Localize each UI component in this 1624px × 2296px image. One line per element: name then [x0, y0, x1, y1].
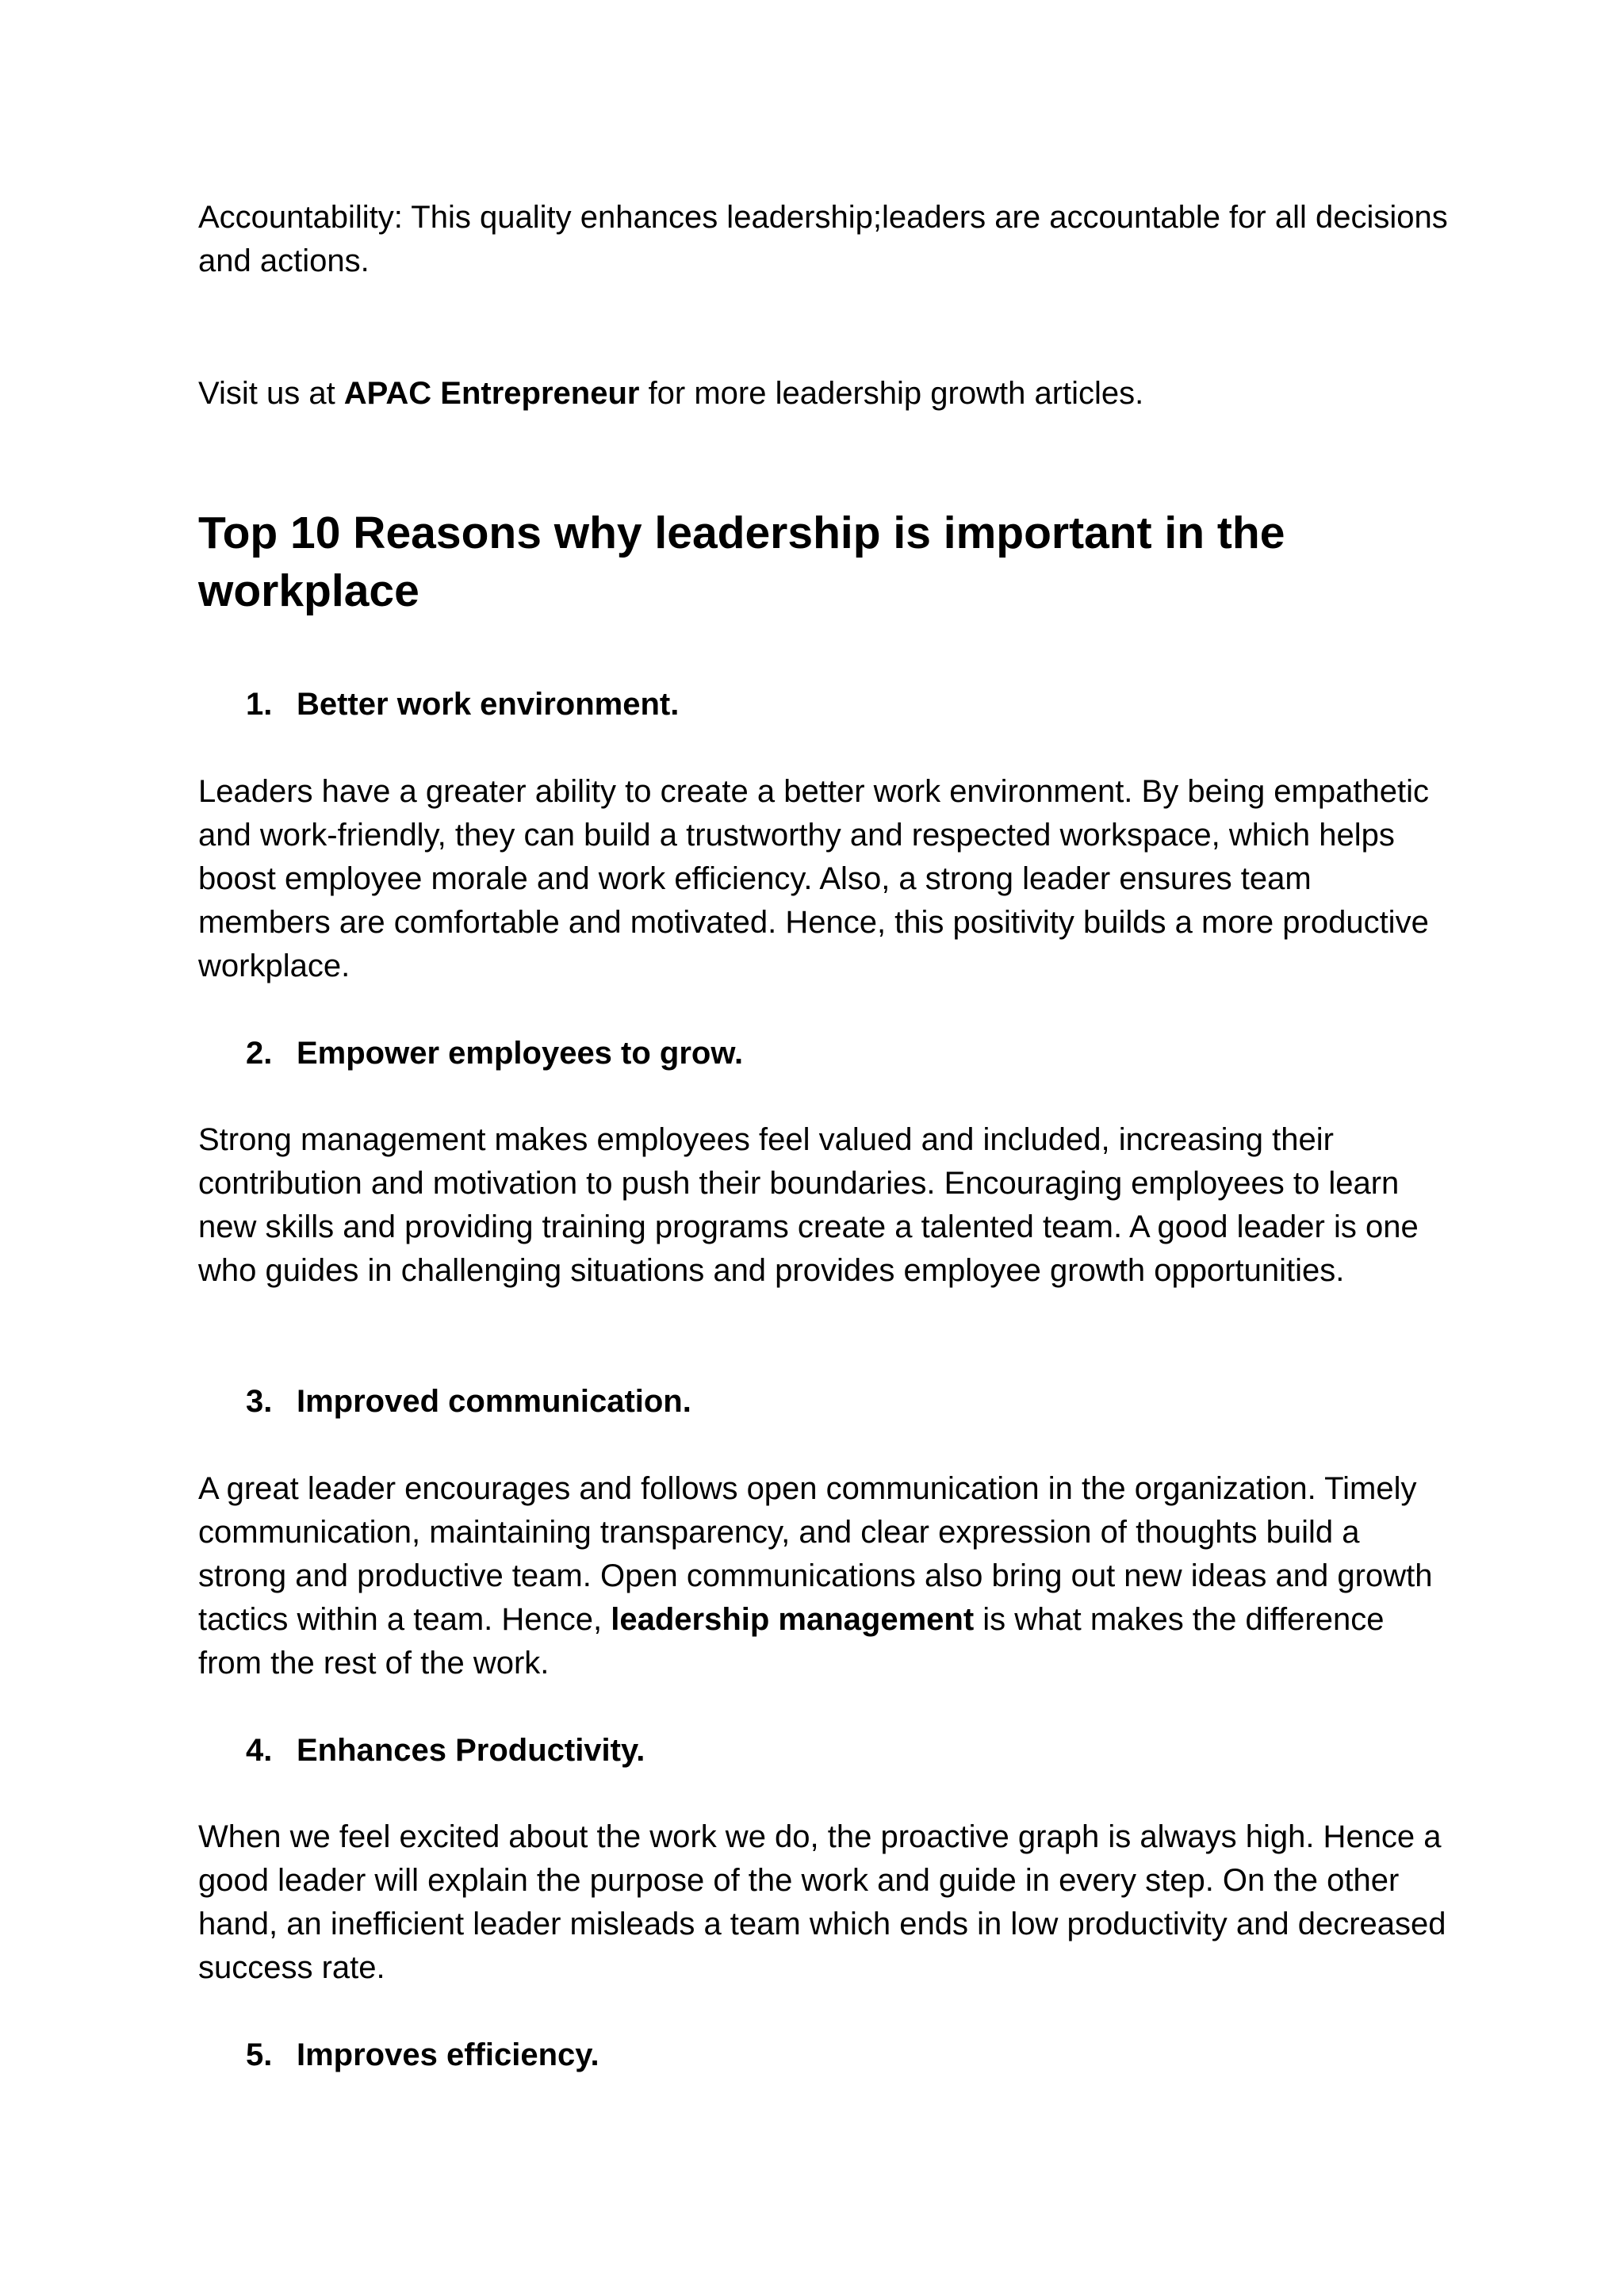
reason-3-heading	[246, 1380, 691, 1424]
reason-5-number: 5.	[246, 2037, 273, 2072]
reason-2-title: Empower employees to grow.	[297, 1036, 744, 1071]
section-heading: Top 10 Reasons why leadership is important in the workplace	[198, 508, 1285, 616]
reason-1-title: Better work environment.	[297, 687, 680, 722]
apac-entrepreneur-link-text: APAC Entrepreneur	[343, 376, 640, 411]
reason-3-body-suffix: is what makes the difference from the rest of the work.	[198, 1602, 1385, 1681]
leadership-management-bold: leadership management	[611, 1602, 975, 1637]
reason-2-number: 2.	[246, 1036, 273, 1071]
reason-4-title: Enhances Productivity.	[297, 1733, 645, 1768]
reason-2-body: Strong management makes employees feel valued and included, increasing their contribution and motivation to push their boundaries. Encouraging employees to learn new skills and providing training programs create a talented team. A good leader is one who guides in challenging situations and provides employee growth opportunities.	[198, 1122, 1419, 1288]
visit-paragraph	[198, 372, 1451, 416]
reason-4-body: When we feel excited about the work we do, the proactive graph is always high. Hence a good leader will explain the purpose of the work and guide in every step. On the other hand, an inefficient leader misleads a team which ends in low productivity and decreased success rate.	[198, 1819, 1446, 1985]
visit-prefix: Visit us at	[198, 376, 344, 411]
reason-5-title: Improves efficiency.	[297, 2037, 599, 2072]
reason-5-heading	[246, 2033, 599, 2077]
reason-3-body	[198, 1467, 1451, 1685]
reason-3-title: Improved communication.	[297, 1384, 691, 1419]
reason-2-heading	[246, 1032, 743, 1075]
reason-1-heading	[246, 683, 679, 726]
reason-4-heading	[246, 1729, 645, 1773]
reason-3-body-prefix: A great leader encourages and follows open communication in the organization. Timely communication, maintaining transparency, and clear expression of thoughts build a strong and productive team. Open communications also bring out new ideas and growth tactics within a team. Hence,	[198, 1471, 1433, 1637]
reason-3-number: 3.	[246, 1384, 273, 1419]
accountability-paragraph: Accountability: This quality enhances leadership;leaders are accountable for all decisions and actions.	[198, 200, 1448, 278]
reason-1-number: 1.	[246, 687, 273, 722]
reason-4-number: 4.	[246, 1733, 273, 1768]
reason-1-body: Leaders have a greater ability to create a better work environment. By being empathetic and work-friendly, they can build a trustworthy and respected workspace, which helps boost employee morale and work efficiency. Also, a strong leader ensures team members are comfortable and motivated. Hence, this positivity builds a more productive workplace.	[198, 774, 1429, 983]
visit-suffix: for more leadership growth articles.	[639, 376, 1144, 411]
